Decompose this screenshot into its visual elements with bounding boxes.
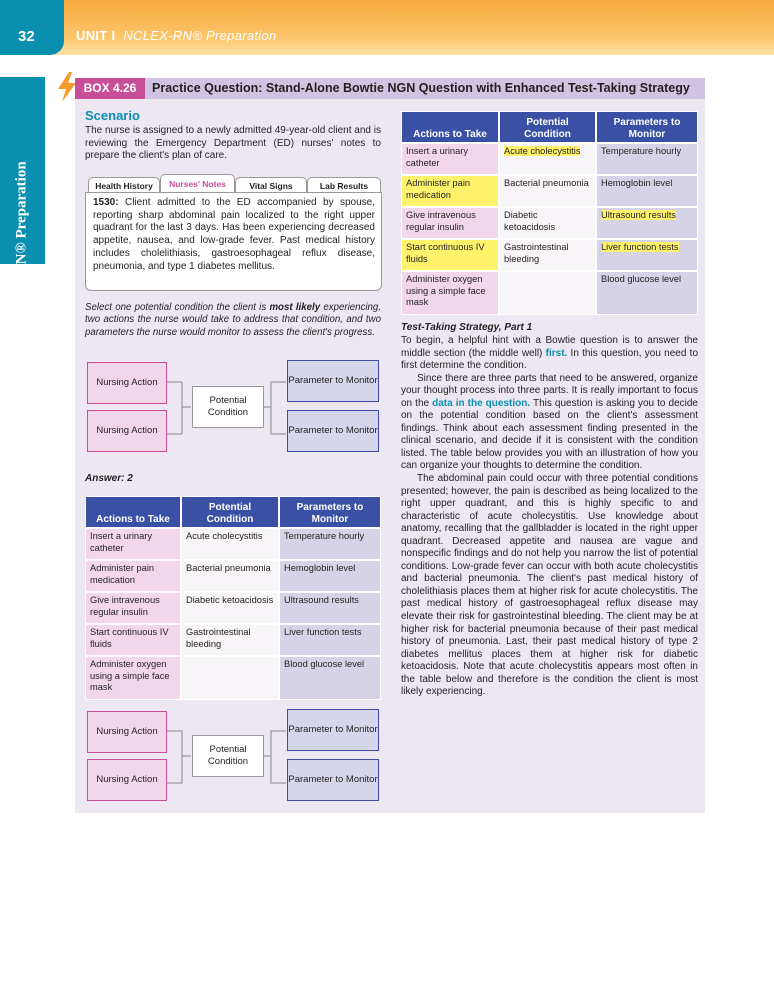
strategy-text [401, 335, 698, 699]
strategy-p1-emphasis: first. [545, 347, 568, 359]
unit-subtitle: NCLEX-RN® Preparation [123, 28, 277, 43]
table-cell [596, 207, 698, 239]
strategy-paragraph-2 [401, 373, 698, 473]
header-condition: Potential Condition [181, 496, 279, 528]
highlighted-cell-text: Ultrasound results [601, 210, 676, 220]
potential-condition-slot[interactable]: Potential Condition [192, 386, 264, 428]
table-cell: Insert a urinary catheter [85, 528, 181, 560]
tab-lab-results[interactable]: Lab Results [307, 177, 381, 194]
table-cell: Ultrasound results [279, 592, 381, 624]
chart-tabs [85, 174, 381, 194]
note-time: 1530: [93, 197, 119, 208]
table-cell: Blood glucose level [596, 271, 698, 315]
table-cell: Give intravenous regular insulin [401, 207, 499, 239]
table-cell [596, 239, 698, 271]
scenario-text: The nurse is assigned to a newly admitted 49-year-old client and is reviewing the Emergency Department (ED) nurses' notes to prepare the client's plan of care. [85, 125, 381, 162]
nursing-action-slot-2[interactable]: Nursing Action [87, 759, 167, 801]
table-header-row [85, 496, 381, 528]
nursing-action-slot-2[interactable]: Nursing Action [87, 410, 167, 452]
strategy-paragraph-3: The abdominal pain could occur with three potential conditions presented; however, the pain is described as being localized to the right upper quadrant, and this is highly specific to and characteristic of acute cholecystitis. Use knowledge about anatomy, recalling that the gallbladder is located in the right upper quadrant. Decreased appetite and nausea are vague and nonspecific findings and do not help you narrow the list of potential conditions. Low-grade fever can occur with both acute cholecystitis and bacterial pneumonia. The client's past medical history of cholelithiasis places them at higher risk for acute cholecystitis. The past medical history of gastroesophageal reflux disease may elevate their risk for gastrointestinal bleeding. The client may be at higher risk for bacterial pneumonia because of their past medical history of pneumonia. Last, their past medical history of type 2 diabetes mellitus places them at higher risk for diabetic ketoacidosis. Note that acute cholecystitis appears most often in the table below and therefore is the condition the client is most likely experiencing. [401, 473, 698, 698]
parameter-slot-1[interactable]: Parameter to Monitor [287, 709, 379, 751]
strategy-p1-a: To begin, a helpful hint with a Bowtie question is to answer the middle section (the middle well) [401, 335, 698, 359]
table-row [401, 207, 698, 239]
highlighted-cell-text: Acute cholecystitis [504, 146, 581, 156]
table-cell: Temperature hourly [279, 528, 381, 560]
side-tab-text: NCLEX-RN® Preparation [13, 161, 30, 333]
tab-vital-signs[interactable]: Vital Signs [235, 177, 307, 194]
strategy-table [401, 111, 698, 315]
table-cell-highlighted: Start continuous IV fluids [401, 239, 499, 271]
table-row [85, 656, 381, 700]
parameter-slot-1[interactable]: Parameter to Monitor [287, 360, 379, 402]
answer-table [85, 496, 381, 700]
table-cell [499, 271, 596, 315]
table-row [85, 624, 381, 656]
tab-nurses-notes[interactable]: Nurses' Notes [160, 174, 235, 194]
instruction-part1: Select one potential condition the client is [85, 302, 270, 313]
box-label: BOX 4.26 [75, 78, 145, 99]
header-condition: Potential Condition [499, 111, 596, 143]
table-row [85, 528, 381, 560]
highlighted-cell-text: Liver function tests [601, 242, 679, 252]
parameter-slot-2[interactable]: Parameter to Monitor [287, 410, 379, 452]
table-row [401, 143, 698, 175]
table-row [85, 592, 381, 624]
header-actions: Actions to Take [85, 496, 181, 528]
nurses-notes-card [85, 192, 382, 291]
table-cell [181, 656, 279, 700]
table-cell: Bacterial pneumonia [499, 175, 596, 207]
bowtie-diagram-question [85, 354, 381, 460]
table-cell: Administer oxygen using a simple face mask [85, 656, 181, 700]
table-cell: Administer pain medication [85, 560, 181, 592]
potential-condition-slot[interactable]: Potential Condition [192, 735, 264, 777]
parameter-slot-2[interactable]: Parameter to Monitor [287, 759, 379, 801]
table-cell: Start continuous IV fluids [85, 624, 181, 656]
strategy-p2-a: Since there are three parts that need to be answered, organize your thought process into three parts. It is really important to focus on the [401, 372, 698, 409]
table-cell: Diabetic ketoacidosis [499, 207, 596, 239]
table-row [401, 175, 698, 207]
box-title: Practice Question: Stand-Alone Bowtie NGN Question with Enhanced Test-Taking Strategy [152, 81, 690, 95]
table-cell: Temperature hourly [596, 143, 698, 175]
table-cell: Hemoglobin level [596, 175, 698, 207]
table-cell: Gastrointestinal bleeding [499, 239, 596, 271]
unit-label [76, 28, 277, 43]
unit-number: UNIT I [76, 28, 116, 43]
page-number-tab [0, 0, 64, 55]
table-row [85, 560, 381, 592]
strategy-p2-emphasis: data in the question. [432, 397, 531, 409]
table-cell: Diabetic ketoacidosis [181, 592, 279, 624]
header-actions: Actions to Take [401, 111, 499, 143]
instruction-part2: experiencing, two actions the nurse would take to address that condition, and two parameters the nurse would monitor to assess the client's progress. [85, 302, 381, 338]
nursing-action-slot-1[interactable]: Nursing Action [87, 362, 167, 404]
table-cell: Insert a urinary catheter [401, 143, 499, 175]
nursing-action-slot-1[interactable]: Nursing Action [87, 711, 167, 753]
strategy-paragraph-1 [401, 335, 698, 373]
table-cell: Bacterial pneumonia [181, 560, 279, 592]
table-cell: Give intravenous regular insulin [85, 592, 181, 624]
note-text: Client admitted to the ED accompanied by spouse, reporting sharp abdominal pain localized to the right upper quadrant for the last 3 days. Has been experiencing decreased appetite, nausea, and low-grade fever. Past medical history includes cholelithiasis, gastroesophageal reflux disease, pneumonia, and type 1 diabetes mellitus. [93, 197, 375, 272]
table-cell-highlighted: Administer pain medication [401, 175, 499, 207]
side-tab [0, 77, 45, 333]
answer-label: Answer: 2 [85, 473, 133, 484]
table-cell: Hemoglobin level [279, 560, 381, 592]
table-row [401, 239, 698, 271]
table-cell: Blood glucose level [279, 656, 381, 700]
table-header-row [401, 111, 698, 143]
table-cell: Administer oxygen using a simple face mask [401, 271, 499, 315]
table-row [401, 271, 698, 315]
header-parameters: Parameters to Monitor [279, 496, 381, 528]
page-number: 32 [18, 28, 35, 45]
strategy-p2-c: This question is asking you to decide on the potential condition based on the client's assessment findings. Think about each assessment finding presented in the clinical scenario, and decide if it is consistent with the condition listed. The table below provides you with an illustration of how you can organize your thoughts to determine the condition. [401, 397, 698, 472]
table-cell [499, 143, 596, 175]
bowtie-diagram-answer [85, 703, 381, 809]
table-cell: Acute cholecystitis [181, 528, 279, 560]
strategy-heading: Test-Taking Strategy, Part 1 [401, 322, 533, 333]
tab-health-history[interactable]: Health History [88, 177, 160, 194]
instruction-bold: most likely [269, 302, 321, 313]
table-cell: Liver function tests [279, 624, 381, 656]
table-cell: Gastrointestinal bleeding [181, 624, 279, 656]
header-parameters: Parameters to Monitor [596, 111, 698, 143]
question-instruction [85, 302, 381, 339]
scenario-heading: Scenario [85, 108, 140, 123]
nurses-note [93, 197, 375, 273]
strategy-p1-c: In this question, you need to first determine the condition. [401, 347, 698, 372]
